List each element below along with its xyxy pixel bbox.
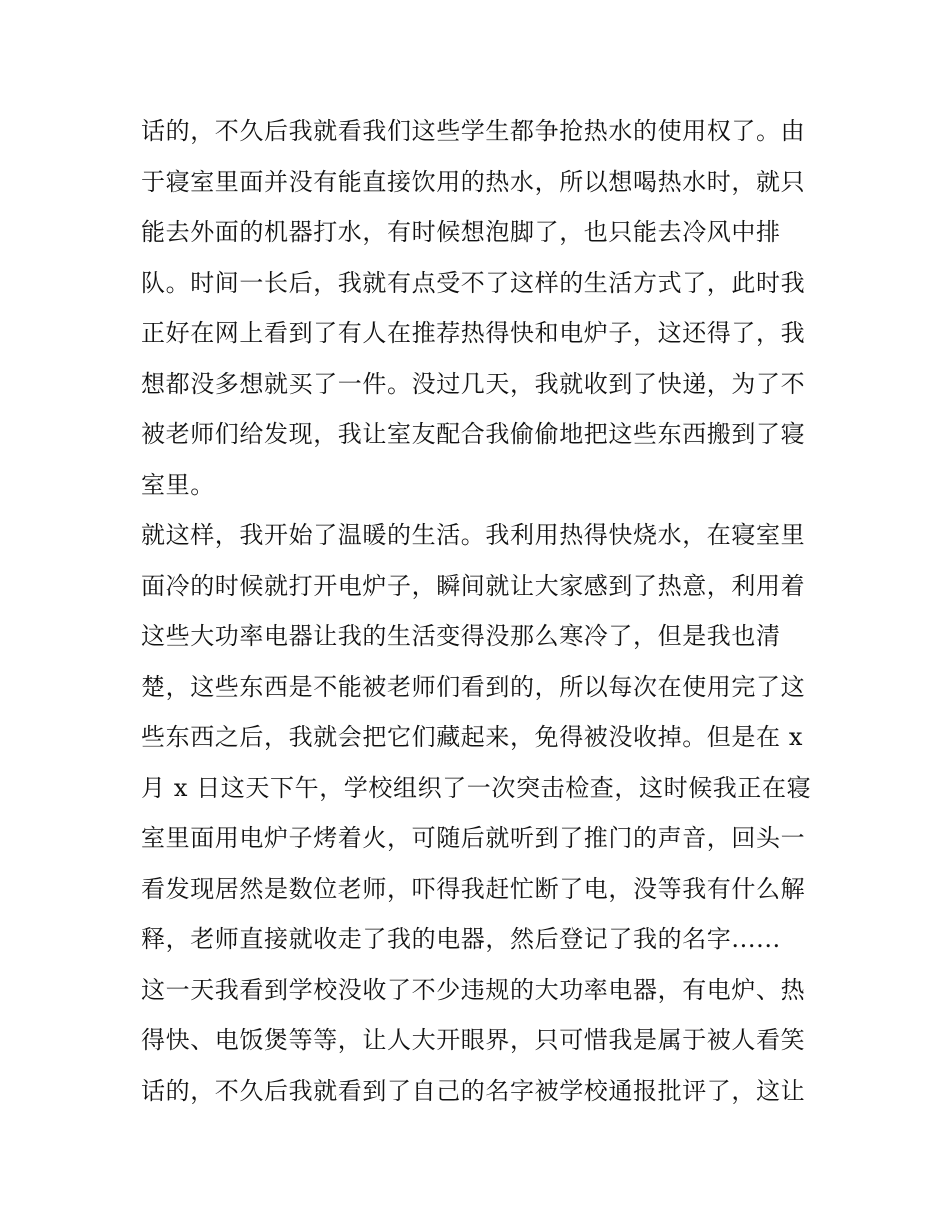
text-line: 楚，这些东西是不能被老师们看到的，所以每次在使用完了这 (141, 672, 806, 701)
text-line: 这一天我看到学校没收了不少违规的大功率电器，有电炉、热 (141, 975, 806, 1004)
text-line: 看发现居然是数位老师，吓得我赶忙断了电，没等我有什么解 (141, 874, 806, 903)
text-line: 这些大功率电器让我的生活变得没那么寒冷了，但是我也清 (141, 622, 781, 650)
text-line: 想都没多想就买了一件。没过几天，我就收到了快递，为了不 (141, 369, 806, 398)
text-line: 室里。 (141, 470, 215, 499)
document-body (141, 106, 831, 1116)
text-line: 释，老师直接就收走了我的电器，然后登记了我的名字...... (141, 925, 781, 953)
text-line: 些东西之后，我就会把它们藏起来，免得被没收掉。但是在 x (141, 723, 803, 751)
text-line: 话的，不久后我就看到了自己的名字被学校通报批评了，这让 (141, 1076, 806, 1105)
text-line: 能去外面的机器打水，有时候想泡脚了，也只能去冷风中排 (141, 218, 781, 246)
text-line: 得快、电饭煲等等，让人大开眼界，只可惜我是属于被人看笑 (141, 1026, 806, 1054)
text-line: 队。时间一长后，我就有点受不了这样的生活方式了，此时我 (141, 268, 806, 297)
text-line: 正好在网上看到了有人在推荐热得快和电炉子，这还得了，我 (141, 319, 806, 347)
text-line: 面冷的时候就打开电炉子，瞬间就让大家感到了热意，利用着 (141, 571, 806, 600)
text-line: 月 x 日这天下午，学校组织了一次突击检查，这时候我正在寝 (141, 773, 812, 802)
text-line: 话的，不久后我就看我们这些学生都争抢热水的使用权了。由 (141, 117, 806, 145)
text-line: 就这样，我开始了温暖的生活。我利用热得快烧水，在寝室里 (141, 521, 806, 549)
text-line: 室里面用电炉子烤着火，可随后就听到了推门的声音，回头一 (141, 824, 806, 852)
text-line: 于寝室里面并没有能直接饮用的热水，所以想喝热水时，就只 (141, 167, 806, 196)
text-line: 被老师们给发现，我让室友配合我偷偷地把这些东西搬到了寝 (141, 420, 806, 448)
